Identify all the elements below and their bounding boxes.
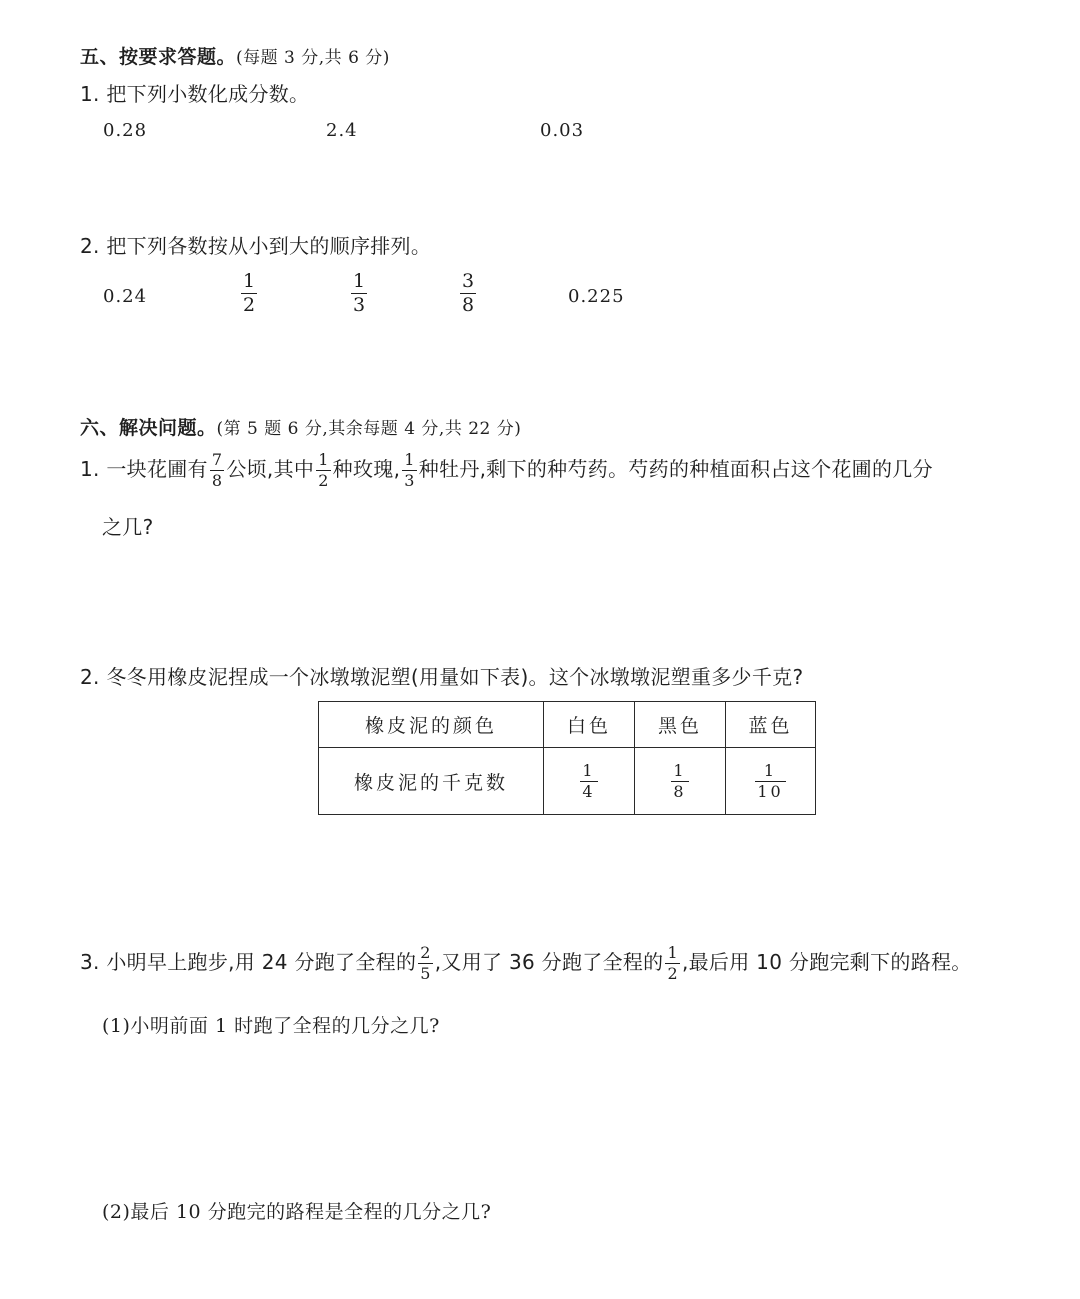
row-header-weight: 橡皮泥的千克数 — [319, 748, 544, 815]
section-5-heading — [80, 42, 390, 69]
s5-q2-item-d — [458, 272, 478, 315]
section-5-note: (每题 3 分,共 6 分) — [236, 48, 390, 68]
denominator: 8 — [673, 781, 687, 801]
row-header-color: 橡皮泥的颜色 — [319, 702, 544, 748]
table-row — [319, 748, 816, 815]
numerator: 7 — [211, 450, 223, 469]
numerator: 1 — [318, 450, 329, 469]
fraction — [755, 760, 785, 801]
text-segment: ,最后用 10 分跑完剩下的路程。 — [681, 950, 972, 974]
denominator: 8 — [462, 294, 475, 316]
clay-usage-table — [318, 701, 816, 815]
s5-q2-text: 2. 把下列各数按从小到大的顺序排列。 — [80, 234, 432, 258]
fraction — [460, 272, 476, 315]
numerator: 1 — [353, 270, 366, 292]
fraction — [665, 945, 679, 982]
weight-white — [544, 748, 635, 815]
s6-q3-text — [80, 945, 972, 982]
s6-q1-line-1 — [80, 452, 933, 489]
fraction — [580, 760, 597, 801]
section-5-title: 五、按要求答题。 — [80, 46, 237, 68]
text-segment: 种牡丹,剩下的种芍药。芍药的种植面积占这个花圃的几分 — [418, 457, 933, 481]
numerator: 2 — [420, 943, 431, 962]
denominator: 10 — [757, 781, 784, 801]
numerator: 3 — [462, 270, 475, 292]
s6-q3-sub-1: (1)小明前面 1 时跑了全程的几分之几? — [102, 1015, 440, 1037]
color-blue: 蓝色 — [726, 702, 816, 748]
numerator: 1 — [673, 760, 687, 780]
numerator: 1 — [667, 943, 678, 962]
section-6-note: (第 5 题 6 分,其余每题 4 分,共 22 分) — [216, 419, 522, 439]
fraction — [316, 452, 330, 489]
denominator: 8 — [211, 471, 223, 490]
fraction — [671, 760, 688, 801]
numerator: 1 — [243, 270, 256, 292]
denominator: 2 — [667, 964, 678, 983]
text-segment: 1. 一块花圃有 — [80, 457, 208, 481]
weight-blue — [726, 748, 816, 815]
fraction — [402, 452, 416, 489]
s5-q2-item-e: 0.225 — [568, 286, 625, 307]
s6-q2-text: 2. 冬冬用橡皮泥捏成一个冰墩墩泥塑(用量如下表)。这个冰墩墩泥塑重多少千克? — [80, 665, 804, 689]
table-row — [319, 702, 816, 748]
numerator: 1 — [763, 760, 778, 780]
text-segment: 3. 小明早上跑步,用 24 分跑了全程的 — [80, 950, 417, 974]
numerator: 1 — [404, 450, 415, 469]
denominator: 4 — [582, 781, 596, 801]
denominator: 2 — [243, 294, 256, 316]
fraction — [241, 272, 257, 315]
fraction — [418, 945, 432, 982]
denominator: 2 — [318, 471, 329, 490]
denominator: 3 — [404, 471, 415, 490]
denominator: 5 — [420, 964, 431, 983]
section-6-title: 六、解决问题。 — [80, 417, 217, 439]
denominator: 3 — [353, 294, 366, 316]
s5-q2-item-c — [349, 272, 369, 315]
color-black: 黑色 — [635, 702, 726, 748]
s5-q1-value-1: 0.28 — [103, 120, 148, 141]
color-white: 白色 — [544, 702, 635, 748]
s6-q3-sub-2: (2)最后 10 分跑完的路程是全程的几分之几? — [102, 1201, 492, 1223]
s5-q2-item-a: 0.24 — [103, 286, 148, 307]
s5-q1-text: 1. 把下列小数化成分数。 — [80, 82, 310, 106]
s5-q1-value-3: 0.03 — [540, 120, 585, 141]
text-segment: 种玫瑰, — [332, 457, 401, 481]
text-segment: ,又用了 36 分跑了全程的 — [434, 950, 664, 974]
s6-q1-line-2: 之几? — [102, 515, 154, 539]
fraction — [351, 272, 367, 315]
section-6-heading — [80, 413, 521, 440]
fraction — [210, 452, 224, 489]
s5-q1-value-2: 2.4 — [326, 120, 358, 141]
s5-q2-item-b — [239, 272, 259, 315]
numerator: 1 — [582, 760, 596, 780]
text-segment: 公顷,其中 — [226, 457, 315, 481]
weight-black — [635, 748, 726, 815]
